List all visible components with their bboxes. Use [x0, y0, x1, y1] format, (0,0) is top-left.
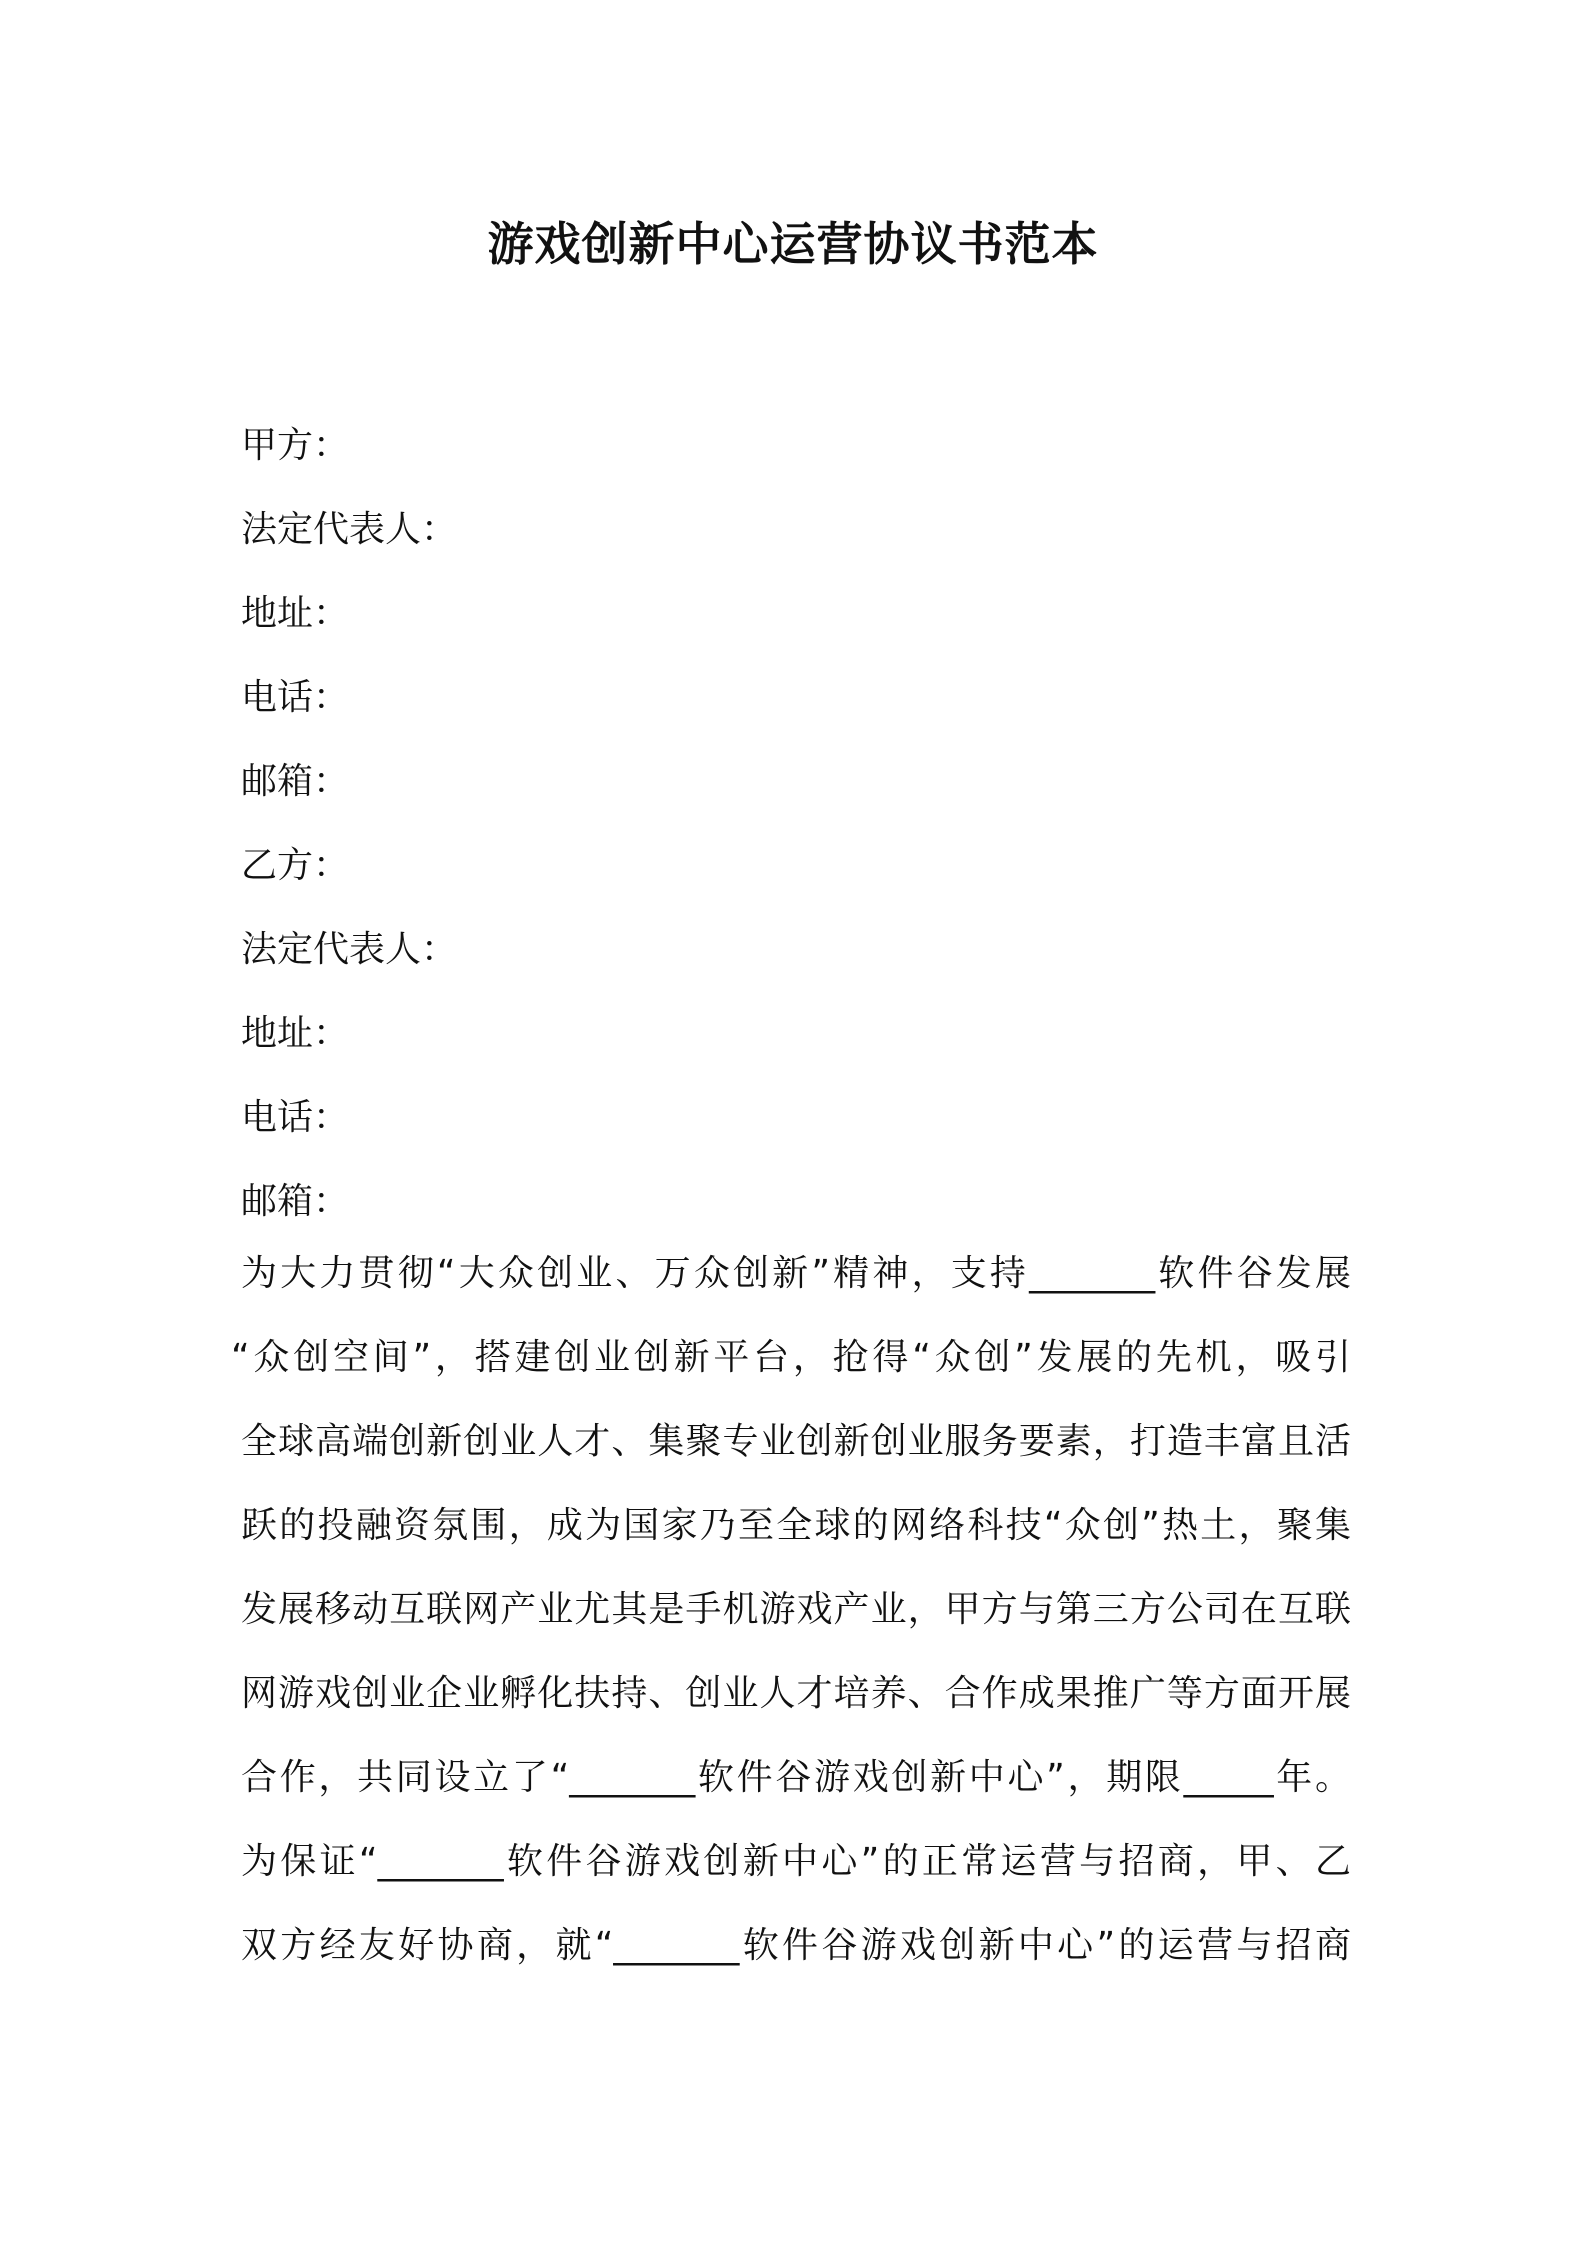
party-a-address-label: 地址：: [241, 593, 350, 634]
party-a-phone-label: 电话：: [241, 677, 350, 718]
agreement-preamble: [231, 1232, 1351, 1988]
preamble-line: 发展移动互联网产业尤其是手机游戏产业，甲方与第三方公司在互联: [241, 1589, 1351, 1630]
preamble-line: 网游戏创业企业孵化扶持、创业人才培养、合作成果推广等方面开展: [241, 1673, 1351, 1714]
preamble-line: 跃的投融资氛围，成为国家乃至全球的网络科技“众创”热土，聚集: [241, 1505, 1351, 1546]
preamble-line: 为保证“_______软件谷游戏创新中心”的正常运营与招商，甲、乙: [241, 1841, 1351, 1882]
party-b-email-label: 邮箱：: [241, 1181, 350, 1222]
preamble-line: 全球高端创新创业人才、集聚专业创新创业服务要素，打造丰富且活: [241, 1421, 1351, 1462]
party-b-phone-label: 电话：: [241, 1097, 350, 1138]
preamble-line: 双方经友好协商，就“_______软件谷游戏创新中心”的运营与招商: [241, 1925, 1351, 1966]
party-a-label: 甲方：: [241, 425, 350, 466]
party-info-list: [241, 404, 1351, 1244]
preamble-line: “众创空间”，搭建创业创新平台，抢得“众创”发展的先机，吸引: [231, 1337, 1351, 1378]
party-a-legal-rep-label: 法定代表人：: [241, 509, 458, 550]
preamble-line: 为大力贯彻“大众创业、万众创新”精神，支持_______软件谷发展: [241, 1253, 1351, 1294]
party-b-address-label: 地址：: [241, 1013, 350, 1054]
document-title: 游戏创新中心运营协议书范本: [487, 217, 1099, 271]
preamble-line: 合作，共同设立了“_______软件谷游戏创新中心”，期限_____年。: [241, 1757, 1351, 1798]
party-b-legal-rep-label: 法定代表人：: [241, 929, 458, 970]
party-b-label: 乙方：: [241, 845, 350, 886]
party-a-email-label: 邮箱：: [241, 761, 350, 802]
